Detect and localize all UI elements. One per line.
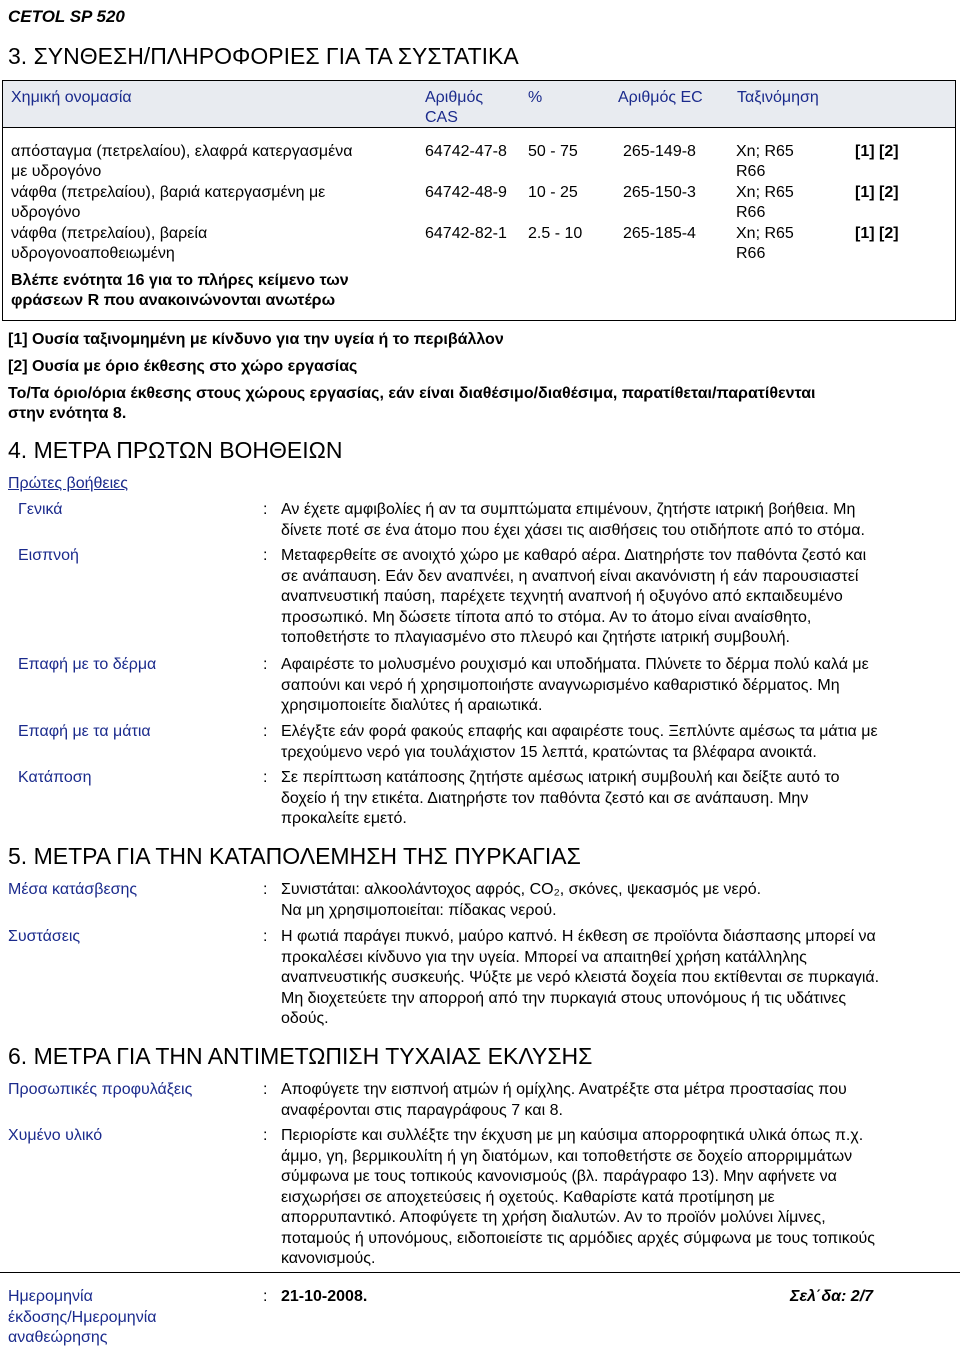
row3-class-line2: R66 <box>736 245 766 262</box>
text-line: αναθεώρησης <box>8 1329 108 1346</box>
text-line: άμμο, γη, βερμικουλίτη ή γη διατόμων, και τοποθετήστε σε δοχείο απορριμμάτων <box>281 1147 853 1165</box>
colon: : <box>263 1081 268 1098</box>
text-line: Αποφύγετε την εισπνοή ατμών ή ομίχλης. Ανατρέξτε στα μέτρα προστασίας που <box>281 1081 847 1098</box>
col-cas-line2: CAS <box>425 109 458 126</box>
text-line: αναφέρονται στις παραγράφους 7 και 8. <box>281 1101 563 1119</box>
text-line: σε ανάπαυση. Εάν δεν αναπνέει, η αναπνοή είναι ακανόνιστη ή εάν παρουσιαστεί <box>281 567 859 585</box>
first-aid-skin-text <box>281 655 869 717</box>
note-2: [2] Ουσία με όριο έκθεσης στο χώρο εργασίας <box>8 358 358 375</box>
text-line: Περιορίστε και συλλέξτε την έκχυση με μη καύσιμα απορροφητικά υλικά όπως π.χ. <box>281 1127 864 1144</box>
recommendations-label: Συστάσεις <box>8 928 81 945</box>
footer-date: 21-10-2008. <box>281 1288 368 1305</box>
text-line: οδούς. <box>281 1010 329 1027</box>
row3-class-line1: Xn; R65 <box>736 225 794 242</box>
text-line: Να μη χρησιμοποιείται: πίδακας νερού. <box>281 901 557 919</box>
row2-ec: 265-150-3 <box>623 184 696 201</box>
row1-class-line2: R66 <box>736 163 766 180</box>
row2-class-line2: R66 <box>736 204 766 221</box>
first-aid-skin-label: Επαφή με το δέρμα <box>18 656 157 673</box>
first-aid-general-label: Γενικά <box>18 501 63 518</box>
row1-notes: [1] [2] <box>855 143 899 160</box>
personal-precautions-text <box>281 1080 847 1121</box>
first-aid-ingestion-label: Κατάποση <box>18 769 92 786</box>
colon: : <box>263 547 268 564</box>
row2-percent: 10 - 25 <box>528 184 578 201</box>
colon: : <box>263 501 268 518</box>
row1-name-line2: με υδρογόνο <box>11 163 102 180</box>
col-percent: % <box>528 89 543 106</box>
row2-name-line1: νάφθα (πετρελαίου), βαριά κατεργασμένη με <box>11 184 326 201</box>
text-line: εισχωρήσει σε αποχετεύσεις ή οχετούς. Καθαρίστε κατά προτίμηση με <box>281 1188 775 1206</box>
row2-class-line1: Xn; R65 <box>736 184 794 201</box>
text-line: δίνετε ποτέ σε ένα άτομο που έχει χάσει τις αισθήσεις του οτιδήποτε από το στόμα. <box>281 521 865 539</box>
personal-precautions-label: Προσωπικές προφυλάξεις <box>8 1081 193 1098</box>
text-line: σαπούνι και νερό ή χρησιμοποιήστε αναγνωρισμένο καθαριστικό δέρματος. Μη <box>281 676 840 694</box>
see-section-16-line2: φράσεων R που ανακοινώνονται ανωτέρω <box>11 292 336 309</box>
row3-name-line1: νάφθα (πετρελαίου), βαρεία <box>11 225 208 242</box>
row2-notes: [1] [2] <box>855 184 899 201</box>
text-line: Η φωτιά παράγει πυκνό, μαύρο καπνό. Η έκθεση σε προϊόντα διάσπασης μπορεί να <box>281 928 876 945</box>
text-line: Σε περίπτωση κατάποσης ζητήστε αμέσως ιατρική συμβουλή και δείξτε αυτό το <box>281 769 840 786</box>
row3-cas: 64742-82-1 <box>425 225 507 242</box>
first-aid-general-text <box>281 500 865 541</box>
col-chemical-name: Χημική ονομασία <box>11 89 132 106</box>
row1-ec: 265-149-8 <box>623 143 696 160</box>
note-1: [1] Ουσία ταξινομημένη με κίνδυνο για την υγεία ή το περιβάλλον <box>8 331 504 348</box>
section-5-title: 5. ΜΕΤΡΑ ΓΙΑ ΤΗΝ ΚΑΤΑΠΟΛΕΜΗΣΗ ΤΗΣ ΠΥΡΚΑΓΙΑΣ <box>8 843 581 869</box>
text-line: Μη διοχετεύετε την απορροή από την πυρκαγιά στους υπονόμους ή τις υδάτινες <box>281 989 847 1007</box>
text-line: αναπνευστική παύση, παρέχετε τεχνητή αναπνοή ή οξυγόνο από εκπαιδευμένο <box>281 588 843 605</box>
product-name: CETOL SP 520 <box>8 7 125 26</box>
col-cas-line1: Αριθμός <box>425 89 484 106</box>
col-ec-number: Αριθμός EC <box>618 89 703 106</box>
colon: : <box>263 1288 268 1305</box>
colon: : <box>263 656 268 673</box>
row1-name-line1: απόσταγμα (πετρελαίου), ελαφρά κατεργασμένα <box>11 143 353 160</box>
extinguishing-media-label: Μέσα κατάσβεσης <box>8 881 138 898</box>
text-line: Ημερομηνία <box>8 1288 93 1305</box>
first-aid-inhalation-label: Εισπνοή <box>18 547 79 564</box>
row2-cas: 64742-48-9 <box>425 184 507 201</box>
text-line: έκδοσης/Ημερομηνία <box>8 1308 157 1326</box>
section-4-title: 4. ΜΕΤΡΑ ΠΡΩΤΩΝ ΒΟΗΘΕΙΩΝ <box>8 437 343 463</box>
section-3-title: 3. ΣΥΝΘΕΣΗ/ΠΛΗΡΟΦΟΡΙΕΣ ΓΙΑ ΤΑ ΣΥΣΤΑΤΙΚΑ <box>8 43 519 69</box>
row3-name-line2: υδρογονοαποθειωμένη <box>11 245 175 262</box>
first-aid-subtitle: Πρώτες βοήθειες <box>8 475 128 492</box>
section-6-title: 6. ΜΕΤΡΑ ΓΙΑ ΤΗΝ ΑΝΤΙΜΕΤΩΠΙΣΗ ΤΥΧΑΙΑΣ ΕΚΛΥΣΗΣ <box>8 1043 593 1069</box>
first-aid-ingestion-text <box>281 768 840 830</box>
col-classification: Ταξινόμηση <box>737 89 819 106</box>
row3-ec: 265-185-4 <box>623 225 696 242</box>
row2-name-line2: υδρογόνο <box>11 204 81 221</box>
row1-class-line1: Xn; R65 <box>736 143 794 160</box>
page-number: Σελ΄δα: 2/7 <box>790 1288 874 1305</box>
composition-table-header <box>2 80 956 128</box>
colon: : <box>263 1127 268 1144</box>
first-aid-inhalation-text <box>281 546 866 649</box>
text-line: ποταμούς ή υπονόμους, ειδοποιείστε τις αρμόδιες αρχές σύμφωνα με τους τοπικούς <box>281 1229 875 1247</box>
text-line: Αν έχετε αμφιβολίες ή αν τα συμπτώματα επιμένουν, ζητήστε ιατρική βοήθεια. Μη <box>281 501 856 518</box>
spilled-material-text <box>281 1126 875 1270</box>
text-line: Μεταφερθείτε σε ανοιχτό χώρο με καθαρό αέρα. Διατηρήστε τον παθόντα ζεστό και <box>281 547 867 564</box>
row1-percent: 50 - 75 <box>528 143 578 160</box>
colon: : <box>263 723 268 740</box>
row1-cas: 64742-47-8 <box>425 143 507 160</box>
text-line: δοχείο ή την ετικέτα. Διατηρήστε τον παθόντα ζεστό και σε ανάπαυση. Μην <box>281 789 809 807</box>
recommendations-text <box>281 927 879 1030</box>
row3-percent: 2.5 - 10 <box>528 225 583 242</box>
colon: : <box>263 769 268 786</box>
colon: : <box>263 928 268 945</box>
first-aid-eyes-label: Επαφή με τα μάτια <box>18 723 151 740</box>
text-line: σύμφωνα με τους τοπικούς κανονισμούς (βλ. παράγραφο 13). Μην αφήνετε να <box>281 1168 837 1185</box>
text-line: αναπνευστικής συσκευής. Ψύξτε με νερό κλειστά δοχεία που εκτίθενται σε πυρκαγιά. <box>281 969 880 986</box>
see-section-16-line1: Βλέπε ενότητα 16 για το πλήρες κείμενο των <box>11 272 349 289</box>
footer-divider <box>0 1272 960 1273</box>
first-aid-eyes-text <box>281 722 878 763</box>
row3-notes: [1] [2] <box>855 225 899 242</box>
text-line: προκαλέσει κίνδυνο για την υγεία. Μπορεί να απαιτηθεί χρήση κατάλληλης <box>281 948 807 966</box>
text-line: Ελέγξτε εάν φορά φακούς επαφής και αφαιρέστε τους. Ξεπλύντε αμέσως τα μάτια με <box>281 723 878 740</box>
text-line: χρησιμοποιείτε διαλύτες ή αραιωτικά. <box>281 697 543 714</box>
text-line: προσωπικό. Μη δώσετε τίποτα από το στόμα. Αν το άτομο είναι αναίσθητο, <box>281 608 812 626</box>
text-line: προκαλείτε εμετό. <box>281 810 407 827</box>
footer-date-label <box>8 1287 157 1349</box>
text-line: τοποθετήστε το πλαγιασμένο στο πλευρό και ζητήστε ιατρική συμβουλή. <box>281 629 790 646</box>
text-line: Αφαιρέστε το μολυσμένο ρουχισμό και υποδήματα. Πλύνετε το δέρμα πολύ καλά με <box>281 656 869 673</box>
note-3-line2: στην ενότητα 8. <box>8 405 127 422</box>
text-line: κανονισμούς. <box>281 1250 376 1267</box>
colon: : <box>263 881 268 898</box>
extinguishing-media-text <box>281 880 761 921</box>
text-line: Συνιστάται: αλκοολάντοχος αφρός, CO₂, σκόνες, ψεκασμός με νερό. <box>281 881 762 898</box>
note-3-line1: Το/Τα όριο/όρια έκθεσης στους χώρους εργασίας, εάν είναι διαθέσιμο/διαθέσιμα, παρατίθεται/παρατίθενται <box>8 385 816 402</box>
text-line: τρεχούμενο νερό για τουλάχιστον 15 λεπτά, κρατώντας τα βλέφαρα ανοικτά. <box>281 743 817 761</box>
spilled-material-label: Χυμένο υλικό <box>8 1127 103 1144</box>
composition-table-body <box>2 127 956 321</box>
text-line: απορρυπαντικό. Αποφύγετε τη χρήση διαλυτών. Αν το προϊόν μολύνει λίμνες, <box>281 1209 826 1226</box>
